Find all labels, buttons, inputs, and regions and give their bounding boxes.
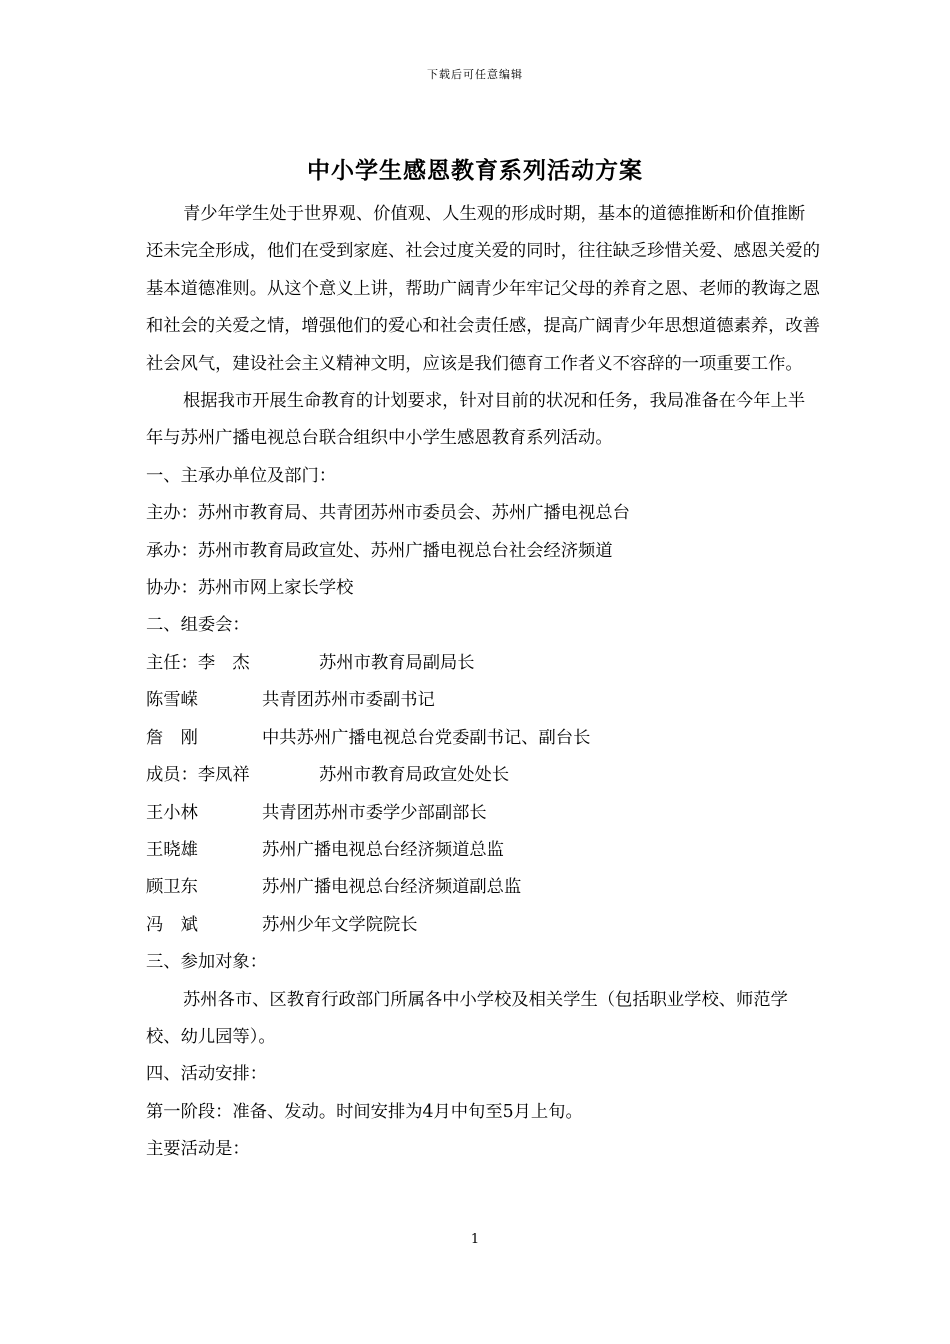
document-body	[146, 196, 820, 1169]
document-title: 中小学生感恩教育系列活动方案	[307, 157, 643, 184]
section-2-heading: 二、组委会：	[146, 615, 250, 636]
organizer-line: 承办：苏州市教育局政宣处、苏州广播电视总台社会经济频道	[146, 540, 613, 561]
basis-paragraph: 根据我市开展生命教育的计划要求，针对目前的状况和任务，我局准备在今年上半年与苏州广播电视总台联合组织中小学生感恩教育系列活动。	[146, 391, 806, 449]
host-line: 主办：苏州市教育局、共青团苏州市委员会、苏州广播电视总台	[146, 503, 630, 524]
section-4-heading: 四、活动安排：	[146, 1064, 267, 1085]
committee-member-row	[146, 869, 820, 906]
member-role: 中共苏州广播电视总台党委副书记、副台长	[262, 727, 591, 748]
committee-member-row	[146, 757, 820, 794]
committee-member-row	[146, 907, 820, 944]
member-role: 苏州市教育局副局长	[319, 652, 475, 673]
member-name: 王小林	[146, 802, 198, 823]
member-role: 苏州广播电视总台经济频道总监	[262, 839, 504, 860]
committee-member-row	[146, 645, 820, 682]
page-header-note: 下载后可任意编辑	[427, 68, 523, 81]
section-3-heading: 三、参加对象：	[146, 952, 267, 973]
committee-member-row	[146, 832, 820, 869]
stage-1-line: 第一阶段：准备、发动。时间安排为4月中旬至5月上旬。	[146, 1101, 583, 1122]
member-name: 詹 刚	[146, 727, 198, 748]
main-activities-line: 主要活动是：	[146, 1139, 250, 1160]
co-organizer-line: 协办：苏州市网上家长学校	[146, 578, 354, 599]
member-role: 苏州市教育局政宣处处长	[319, 765, 510, 786]
committee-member-row	[146, 795, 820, 832]
member-name: 陈雪嵘	[146, 690, 198, 711]
member-name: 成员：李凤祥	[146, 765, 250, 786]
member-role: 共青团苏州市委学少部副部长	[262, 802, 487, 823]
participants-paragraph: 苏州各市、区教育行政部门所属各中小学校及相关学生（包括职业学校、师范学校、幼儿园等）。	[146, 989, 788, 1047]
member-name: 冯 斌	[146, 914, 198, 935]
committee-member-row	[146, 720, 820, 757]
intro-paragraph: 青少年学生处于世界观、价值观、人生观的形成时期，基本的道德推断和价值推断还未完全形成，他们在受到家庭、社会过度关爱的同时，往往缺乏珍惜关爱、感恩关爱的基本道德准则。从这个意义上讲，帮助广阔青少年牢记父母的养育之恩、老师的教诲之恩和社会的关爱之情，增强他们的爱心和社会责任感，提高广阔青少年思想道德素养，改善社会风气，建设社会主义精神文明，应该是我们德育工作者义不容辞的一项重要工作。	[146, 204, 820, 374]
member-name: 王晓雄	[146, 839, 198, 860]
committee-member-row	[146, 682, 820, 719]
member-name: 顾卫东	[146, 877, 198, 898]
member-role: 共青团苏州市委副书记	[262, 690, 435, 711]
member-role: 苏州少年文学院院长	[262, 914, 418, 935]
section-1-heading: 一、主承办单位及部门：	[146, 465, 337, 486]
member-role: 苏州广播电视总台经济频道副总监	[262, 877, 522, 898]
page-number: 1	[470, 1232, 480, 1247]
member-name: 主任：李 杰	[146, 652, 250, 673]
